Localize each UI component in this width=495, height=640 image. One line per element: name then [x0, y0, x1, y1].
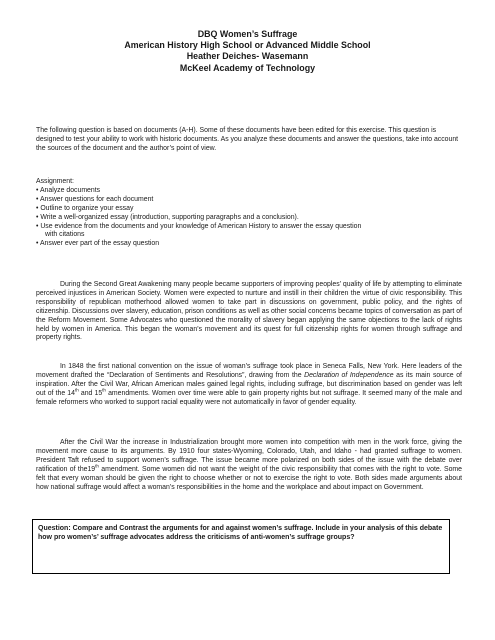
assignment-item-continuation: with citations	[45, 231, 85, 239]
paragraph-text: During the Second Great Awakening many people became supporters of improving peoples’ quality of life by attempting to eliminate perceived injustices in American Society. Women were expected to nurture and instill in their children the virtue of civic responsibility. This responsibility of republican motherhood allowed women to take part in discussions on government, public policy, and the rights of citizenship. Discussions over slavery, education, prison conditions as well as other social concerns became topics of conversation as part of the Reform Movement. Some Advocates who questioned the morality of slavery began applying the same objections to the lack of rights held by women in America. This began the woman’s movement and its quest for full citizenship rights for women through suffrage and property rights.	[36, 281, 462, 342]
ordinal-suffix: th	[102, 387, 106, 393]
author-name: Heather Deiches- Wasemann	[186, 51, 309, 62]
assignment-item: • Answer questions for each document	[36, 195, 154, 203]
intro-text: The following question is based on documents (A-H). Some of these documents have been edited for this exercise. This question is designed to test your ability to work with historic documents. As you analyze these documents and answer the questions, take into account the sources of the document and the author’s point of view.	[36, 127, 459, 152]
assignment-heading: Assignment:	[36, 178, 74, 185]
essay-question-text: Question: Compare and Contrast the arguments for and against women’s suffrage. Include in your analysis of this debate how pro women’s’ suffrage advocates address the criticisms of anti-women’s suffrage groups?	[38, 525, 443, 542]
body-paragraph-2	[36, 363, 462, 408]
document-header	[0, 29, 495, 74]
paragraph-text: amendment. Some women did not want the weight of the civic responsibility that comes with the right to vote. Some felt that every woman should be given the right to choose whether or not to exercise the right to vote. Both sides made arguments about how national suffrage would affect a woman’s responsibilities in the home and the workplace and about impact on Government.	[36, 465, 462, 491]
body-paragraph-1	[36, 281, 462, 343]
ordinal-suffix: th	[95, 463, 99, 469]
ordinal-suffix: th	[74, 387, 79, 393]
paragraph-text: In 1848 the first national convention on the issue of woman’s suffrage took place in Seneca Falls, New York. Here leaders of the movement drafted the “Declaration of Sentiments and Resolutions”, drawing from the	[36, 363, 462, 379]
paragraph-text: amendments. Women over time were able to gain property rights but not suffrage. It seemed many of the male and female reformers who worked to support racial equality were not automatically in favor of gender equality.	[36, 389, 463, 406]
course-level: American History High School or Advanced Middle School	[124, 40, 371, 51]
school-name: McKeel Academy of Technology	[179, 62, 316, 73]
assignment-item: • Outline to organize your essay	[36, 204, 134, 212]
assignment-item: • Answer ever part of the essay question	[36, 240, 160, 248]
paragraph-text: as its main source of inspiration. After the Civil War, African American males gained legal rights, including suffrage, but discrimination based on gender was left out of the 14	[36, 371, 462, 397]
assignment-item: • Analyze documents	[36, 186, 101, 194]
paragraph-text: and 15	[80, 389, 103, 397]
intro-paragraph	[36, 127, 462, 154]
paragraph-text: After the Civil War the increase in Industrialization brought more women into competition with men in the work force, giving the movement more cause to its arguments. By 1910 four states-Wyoming, Colorado, Utah, and Idaho - had granted suffrage to women. President Taft refused to support women’s suffrage. The issue became more polarized on both sides of the issue with the debate over ratification of the19	[36, 439, 462, 473]
assignment-item: • Use evidence from the documents and your knowledge of American History to answer the essay question	[36, 222, 362, 230]
assignment-section	[36, 178, 462, 249]
essay-question-box	[32, 519, 450, 574]
italic-document-title: Declaration of Independence	[304, 371, 394, 379]
document-title: DBQ Women’s Suffrage	[197, 29, 298, 39]
body-paragraph-3	[36, 439, 462, 492]
assignment-item: • Write a well-organized essay (introduction, supporting paragraphs and a conclusion).	[36, 213, 299, 221]
